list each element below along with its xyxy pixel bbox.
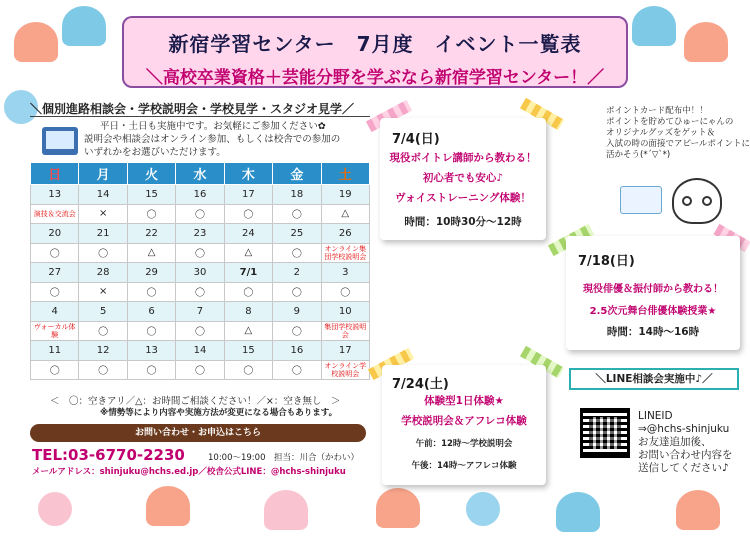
shell-decoration-icon [556,492,600,532]
event-date: 7/18(日) [578,254,635,269]
calendar-status-cell: 〇 [176,282,224,302]
pointcard-line: 活かそう(*´▽`*) [606,150,671,160]
calendar-status-cell: × [79,282,127,302]
calendar-status-cell: ヴォーカル体験 [31,321,79,341]
calendar-status-cell: 〇 [224,204,272,224]
calendar-status-cell: 〇 [273,243,321,263]
title-banner [122,16,628,88]
calendar-status-cell: 〇 [79,243,127,263]
schedule-note: 説明会や相談会はオンライン参加、もしくは校舎での参加の [84,134,341,145]
event-line: 現役俳優＆振付師から教わる！ [583,284,723,295]
event-card [566,236,740,350]
shell-decoration-icon [62,6,106,46]
event-time: 時間：10時30分～12時 [404,216,522,228]
calendar-status-cell: 〇 [79,321,127,341]
event-time: 時間：14時～16時 [606,326,700,338]
calendar-date-cell: 24 [224,224,272,244]
calendar-date-cell: 17 [224,185,272,205]
shell-decoration-icon [14,22,58,62]
mascot-cat-icon [672,178,722,224]
calendar-date-cell: 7 [176,302,224,322]
shell-decoration-icon [684,22,728,62]
calendar-status-cell: △ [224,243,272,263]
calendar-date-cell: 16 [176,185,224,205]
calendar-status-cell: × [79,204,127,224]
calendar-status-cell: 〇 [224,360,272,380]
calendar-status-row [31,243,370,263]
calendar-status-cell: オンライン学校説明会 [321,360,369,380]
calendar-status-cell: 〇 [273,282,321,302]
calendar-date-cell: 13 [31,185,79,205]
page-subtitle: ＼高校卒業資格＋芸能分野を学ぶなら新宿学習センター！／ [145,68,605,88]
calendar-date-cell: 12 [79,341,127,361]
calendar-status-cell: 〇 [79,360,127,380]
calendar-status-cell: 〇 [176,204,224,224]
line-info [638,410,733,475]
calendar-date-cell: 21 [79,224,127,244]
divider [30,116,370,117]
weekday-saturday: 土 [321,163,369,185]
calendar-date-cell: 5 [79,302,127,322]
calendar-status-cell: 〇 [127,282,175,302]
calendar-date-cell: 8 [224,302,272,322]
legend-note: ※情勢等により内容や実施方法が変更になる場合もあります。 [100,408,338,418]
weekday-wednesday: 水 [176,163,224,185]
event-date: 7/4(日) [392,132,440,147]
flower-decoration-icon [38,492,72,526]
line-info-line: LINEID [638,410,673,422]
schedule-note: いずれかをお選びいただけます。 [84,147,226,158]
calendar-status-row [31,282,370,302]
calendar-date-cell: 20 [31,224,79,244]
calendar-date-row [31,341,370,361]
computer-icon [42,127,78,155]
calendar-date-cell: 22 [127,224,175,244]
pointcard-line: オリジナルグッズをゲット＆ [606,128,716,138]
calendar-status-cell: 集団学校説明会 [321,321,369,341]
calendar-date-cell: 28 [79,263,127,283]
calendar-date-cell: 17 [321,341,369,361]
event-time: 午後：14時～アフレコ体験 [411,461,517,471]
office-hours: 10:00～19:00 担当：川合（かわい） [208,453,359,463]
calendar-date-cell: 13 [127,341,175,361]
calendar-date-cell: 4 [31,302,79,322]
calendar-status-cell: 〇 [321,282,369,302]
calendar-status-cell: △ [321,204,369,224]
calendar-date-cell: 3 [321,263,369,283]
calendar-status-cell: 〇 [31,360,79,380]
calendar-status-row [31,204,370,224]
contact-bar: お問い合わせ・お申込はこちら [30,424,366,442]
calendar-table [30,162,370,380]
calendar-status-cell: △ [224,321,272,341]
calendar-header-row [31,163,370,185]
line-info-line: 送信してください♪ [638,462,729,474]
calendar-status-cell: △ [127,243,175,263]
flower-decoration-icon [466,492,500,526]
qr-code-icon[interactable] [580,408,630,458]
calendar-status-cell: オンライン集団学校説明会 [321,243,369,263]
calendar-status-cell: 〇 [273,321,321,341]
event-line: 体験型1日体験★ [424,395,504,407]
calendar-status-cell: 〇 [176,321,224,341]
weekday-friday: 金 [273,163,321,185]
calendar-status-cell: 〇 [31,282,79,302]
pointcard-note [606,106,750,161]
calendar-date-cell: 2 [273,263,321,283]
calendar-date-cell: 15 [127,185,175,205]
calendar-status-cell: 〇 [31,243,79,263]
pointcard-line: 入試の時の面接でアピールポイントに [606,139,750,149]
availability-legend: ＜ 〇：空きアリ／△：お時間ご相談ください！／×：空き無し ＞ [50,396,341,407]
calendar-status-cell: 〇 [127,360,175,380]
schedule-heading: ＼個別進路相談会・学校説明会・学校見学・スタジオ見学／ [30,102,355,116]
calendar-status-cell: 〇 [176,243,224,263]
weekday-thursday: 木 [224,163,272,185]
calendar-status-cell: 〇 [127,321,175,341]
email-line[interactable]: メールアドレス：shinjuku@hchs.ed.jp／校舎公式LINE：@hchs-shinjuku [32,467,346,477]
calendar-date-row [31,185,370,205]
calendar-status-row [31,360,370,380]
calendar-status-cell: 演技＆交流会 [31,204,79,224]
page-title: 新宿学習センター 7月度 イベント一覧表 [168,32,582,56]
line-banner: ＼LINE相談会実施中♪／ [569,368,739,390]
shell-decoration-icon [146,486,190,526]
calendar-date-cell: 30 [176,263,224,283]
event-line: 現役ボイトレ講師から教わる！ [389,152,537,164]
calendar-date-cell: 29 [127,263,175,283]
event-time: 午前：12時～学校説明会 [415,439,513,449]
event-line: 2.5次元舞台俳優体験授業★ [589,306,717,317]
point-card-icon [620,186,662,214]
event-line: 学校説明会＆アフレコ体験 [401,415,527,427]
event-line: ヴォイストレーニング体験！ [395,192,531,204]
line-info-line: お問い合わせ内容を [638,449,733,461]
shell-decoration-icon [632,6,676,46]
shell-decoration-icon [376,488,420,528]
calendar-date-cell: 23 [176,224,224,244]
pointcard-line: ポイントカード配布中！！ [606,106,708,116]
calendar-date-cell: 27 [31,263,79,283]
calendar-date-cell: 16 [273,341,321,361]
calendar-date-row [31,302,370,322]
calendar-date-cell: 6 [127,302,175,322]
shell-decoration-icon [264,490,308,530]
calendar-date-cell: 18 [273,185,321,205]
phone-number[interactable]: TEL:03-6770-2230 [32,446,185,464]
pointcard-line: ポイントを貯めてひゅーにゃんの [606,117,734,127]
event-date: 7/24(土) [392,377,449,392]
calendar-date-cell: 10 [321,302,369,322]
calendar-date-row [31,224,370,244]
calendar-date-cell: 11 [31,341,79,361]
calendar-date-cell: 26 [321,224,369,244]
calendar-status-cell: 〇 [224,282,272,302]
line-info-line: お友達追加後、 [638,436,712,448]
calendar-status-cell: 〇 [127,204,175,224]
calendar-date-cell: 25 [273,224,321,244]
weekday-tuesday: 火 [127,163,175,185]
event-line: 初心者でも安心♪ [422,172,504,184]
calendar-date-cell: 7/1 [224,263,272,283]
calendar-date-cell: 9 [273,302,321,322]
weekday-sunday: 日 [31,163,79,185]
calendar-status-row [31,321,370,341]
line-info-line: ⇒@hchs-shinjuku [638,423,730,435]
schedule-note: 平日・土日も実施中です。お気軽にご参加ください✿ [100,121,326,132]
weekday-monday: 月 [79,163,127,185]
calendar-date-cell: 19 [321,185,369,205]
event-card [382,365,546,485]
calendar-date-cell: 14 [79,185,127,205]
event-card [380,118,546,240]
calendar-status-cell: 〇 [176,360,224,380]
shell-decoration-icon [676,490,720,530]
calendar-status-cell: 〇 [273,204,321,224]
calendar-date-cell: 15 [224,341,272,361]
calendar-status-cell: 〇 [273,360,321,380]
calendar-date-row [31,263,370,283]
calendar-date-cell: 14 [176,341,224,361]
